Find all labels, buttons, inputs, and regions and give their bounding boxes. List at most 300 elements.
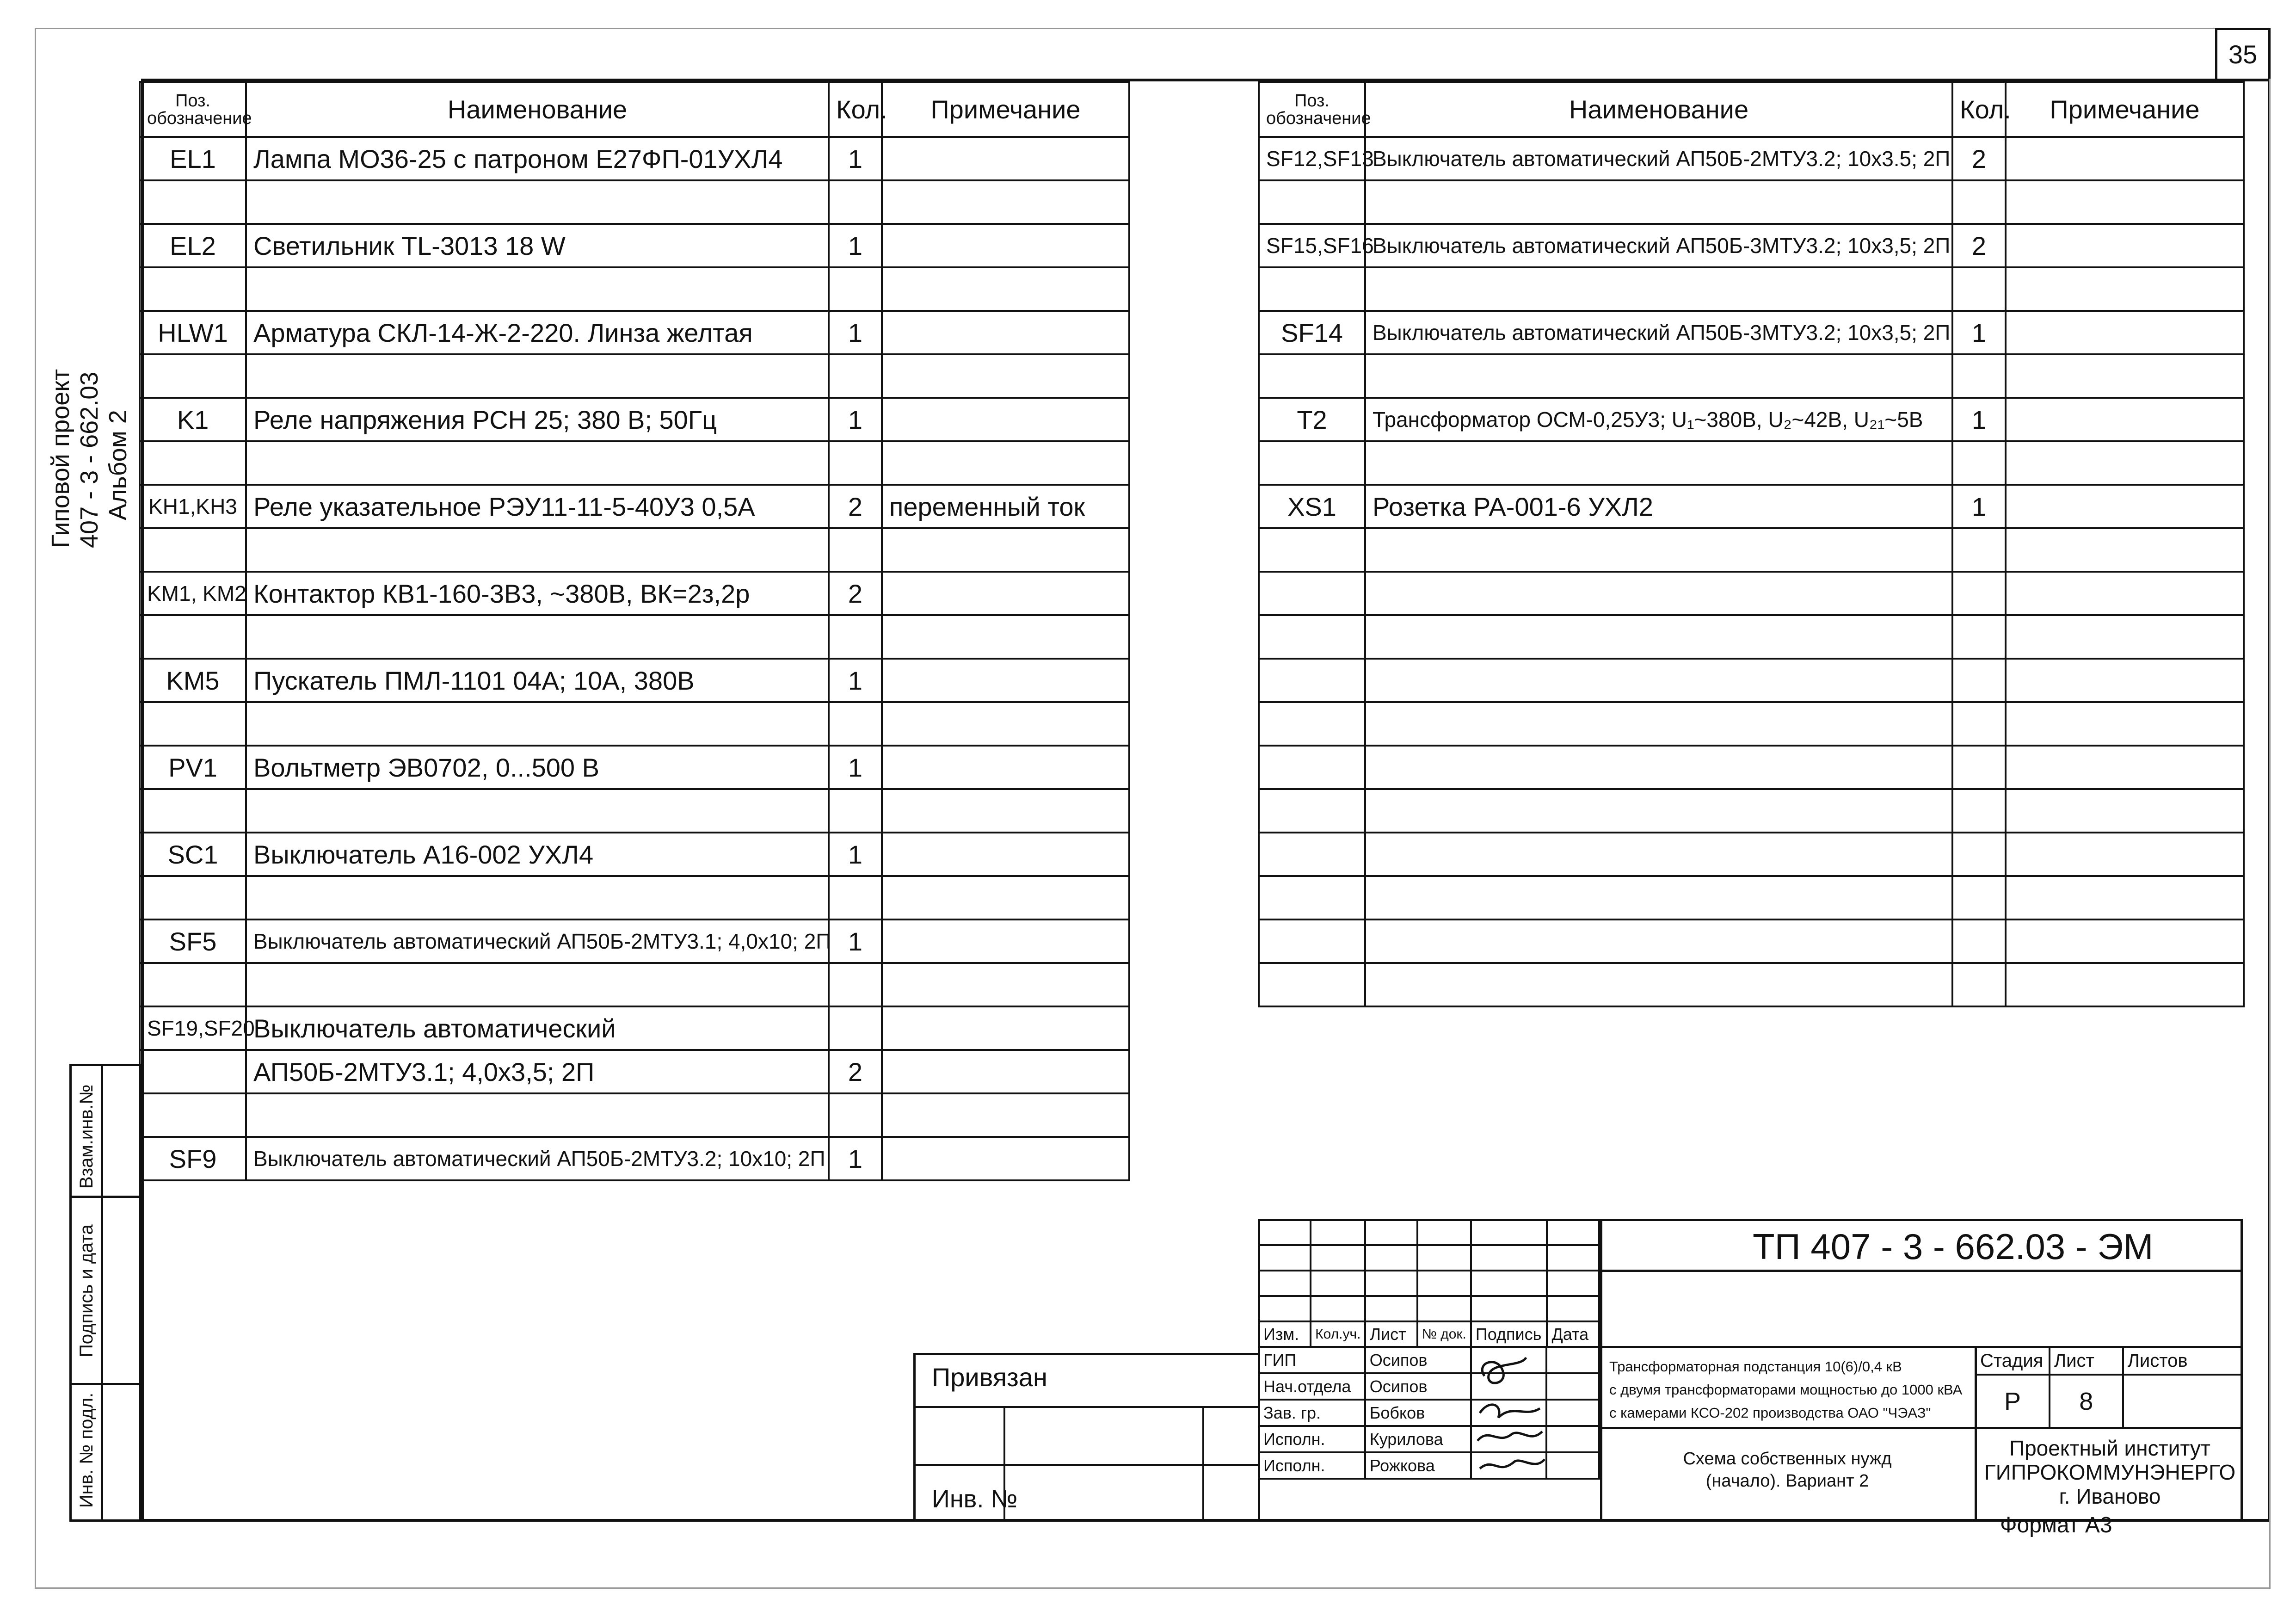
row-pos bbox=[1259, 180, 1365, 224]
header-pos-line2: обозначение bbox=[147, 108, 252, 128]
row-note bbox=[2006, 572, 2244, 615]
table-row bbox=[140, 833, 1129, 876]
row-qty bbox=[829, 1006, 882, 1050]
row-note bbox=[2006, 485, 2244, 528]
row-pos bbox=[1259, 746, 1365, 789]
row-note bbox=[882, 398, 1129, 441]
signature-mark bbox=[1480, 1459, 1545, 1469]
row-pos bbox=[140, 528, 246, 572]
left-spec-table bbox=[139, 81, 1130, 1181]
row-note bbox=[882, 1093, 1129, 1137]
revision-row bbox=[1259, 1220, 1599, 1245]
row-pos bbox=[1259, 833, 1365, 876]
table-row bbox=[140, 311, 1129, 354]
sheets-value bbox=[2123, 1375, 2242, 1428]
header-qty: Кол. bbox=[1952, 82, 2006, 137]
table-row bbox=[1259, 963, 2244, 1006]
side-title bbox=[46, 369, 132, 548]
row-qty: 1 bbox=[1952, 311, 2006, 354]
row-qty: 1 bbox=[829, 659, 882, 702]
org-line3: г. Иваново bbox=[2059, 1484, 2161, 1508]
role-title: ГИП bbox=[1259, 1347, 1365, 1373]
row-pos: KH1,KH3 bbox=[140, 485, 246, 528]
row-pos bbox=[1259, 267, 1365, 311]
sheet-number bbox=[2215, 28, 2271, 79]
row-pos bbox=[1259, 919, 1365, 963]
stage-label: Стадия bbox=[1976, 1347, 2050, 1375]
table-row bbox=[1259, 398, 2244, 441]
row-qty: 1 bbox=[829, 311, 882, 354]
col-data: Дата bbox=[1547, 1321, 1599, 1347]
row-note bbox=[2006, 354, 2244, 398]
table-row bbox=[1259, 702, 2244, 746]
row-pos bbox=[140, 876, 246, 919]
revision-grid bbox=[1258, 1219, 1600, 1348]
row-pos: SC1 bbox=[140, 833, 246, 876]
row-pos: PV1 bbox=[140, 746, 246, 789]
row-note bbox=[882, 789, 1129, 833]
row-qty: 1 bbox=[829, 919, 882, 963]
sheet-value: 8 bbox=[2050, 1375, 2123, 1428]
table-row bbox=[140, 224, 1129, 267]
row-note bbox=[882, 746, 1129, 789]
row-qty: 1 bbox=[829, 398, 882, 441]
row-name: Выключатель автоматический bbox=[246, 1006, 829, 1050]
table-row bbox=[1259, 485, 2244, 528]
code-line bbox=[1600, 1270, 2243, 1272]
table-row bbox=[1259, 528, 2244, 572]
header-pos bbox=[140, 82, 252, 137]
row-name bbox=[1365, 441, 1952, 485]
table-row bbox=[1259, 311, 2244, 354]
header-note: Примечание bbox=[2006, 82, 2244, 137]
row-note bbox=[882, 659, 1129, 702]
row-note bbox=[2006, 833, 2244, 876]
header-pos-line1: Поз. bbox=[1294, 91, 1330, 111]
role-person: Рожкова bbox=[1365, 1452, 1471, 1479]
table-row bbox=[1259, 180, 2244, 224]
code-line bbox=[1600, 1219, 1602, 1522]
row-name: Вольтметр ЭВ0702, 0...500 В bbox=[246, 746, 829, 789]
sheet-label: Лист bbox=[2050, 1347, 2123, 1375]
row-qty bbox=[829, 876, 882, 919]
org-line1: Проектный институт bbox=[2009, 1436, 2210, 1460]
row-pos: SF14 bbox=[1259, 311, 1365, 354]
row-qty bbox=[1952, 267, 2006, 311]
row-name bbox=[1365, 876, 1952, 919]
table-row bbox=[140, 919, 1129, 963]
row-pos bbox=[1259, 659, 1365, 702]
stage-table bbox=[1975, 1346, 2243, 1429]
row-name bbox=[1365, 659, 1952, 702]
row-qty: 1 bbox=[829, 833, 882, 876]
row-name bbox=[1365, 354, 1952, 398]
row-qty: 1 bbox=[829, 1137, 882, 1180]
row-name: Выключатель автоматический АП50Б-2МТУ3.1; 4,0x10; 2П bbox=[246, 919, 829, 963]
row-note bbox=[2006, 963, 2244, 1006]
row-name bbox=[246, 354, 829, 398]
role-date bbox=[1546, 1347, 1599, 1373]
table-row bbox=[140, 789, 1129, 833]
row-qty: 2 bbox=[1952, 137, 2006, 180]
row-qty bbox=[829, 702, 882, 746]
row-pos bbox=[1259, 789, 1365, 833]
row-name: Реле указательное РЭУ11-11-5-40У3 0,5А bbox=[246, 485, 829, 528]
binding-title: Привязан bbox=[932, 1363, 1047, 1392]
row-name: Выключатель автоматический АП50Б-2МТУ3.2; 10x10; 2П bbox=[246, 1137, 829, 1180]
header-pos bbox=[1259, 82, 1371, 137]
row-name bbox=[246, 1093, 829, 1137]
row-pos bbox=[1259, 702, 1365, 746]
row-note bbox=[882, 919, 1129, 963]
row-note bbox=[2006, 137, 2244, 180]
row-note bbox=[2006, 267, 2244, 311]
row-qty bbox=[1952, 746, 2006, 789]
row-note bbox=[882, 528, 1129, 572]
header-note: Примечание bbox=[882, 82, 1129, 137]
row-pos: KM1, KM2 bbox=[140, 572, 246, 615]
row-note bbox=[2006, 224, 2244, 267]
row-note bbox=[2006, 398, 2244, 441]
side-title-line3: Альбом 2 bbox=[104, 410, 132, 520]
table-row bbox=[140, 1093, 1129, 1137]
row-note bbox=[882, 224, 1129, 267]
row-note bbox=[882, 572, 1129, 615]
row-note bbox=[2006, 441, 2244, 485]
table-row bbox=[140, 659, 1129, 702]
table-row bbox=[1259, 267, 2244, 311]
row-qty: 1 bbox=[829, 746, 882, 789]
row-name bbox=[246, 963, 829, 1006]
table-row bbox=[1259, 137, 2244, 180]
row-note: переменный ток bbox=[882, 485, 1129, 528]
table-row bbox=[140, 180, 1129, 224]
row-pos: HLW1 bbox=[140, 311, 246, 354]
row-pos bbox=[140, 615, 246, 659]
side-title-line1: Гиповой проект bbox=[47, 369, 74, 548]
table-row bbox=[140, 398, 1129, 441]
row-qty bbox=[1952, 659, 2006, 702]
row-name: Лампа МО36-25 с патроном Е27ФП-01УХЛ4 bbox=[246, 137, 829, 180]
row-name bbox=[246, 267, 829, 311]
col-koluch: Кол.уч. bbox=[1311, 1321, 1365, 1347]
row-pos: EL2 bbox=[140, 224, 246, 267]
header-name: Наименование bbox=[246, 82, 829, 137]
row-name: Выключатель автоматический АП50Б-2МТУ3.2; 10x3.5; 2П bbox=[1365, 137, 1952, 180]
table-row bbox=[1259, 572, 2244, 615]
org-line2: ГИПРОКОММУНЭНЕРГО bbox=[1984, 1460, 2236, 1484]
stage-header-row bbox=[1976, 1347, 2242, 1375]
row-pos bbox=[140, 1050, 246, 1093]
row-pos: EL1 bbox=[140, 137, 246, 180]
header-qty: Кол. bbox=[829, 82, 882, 137]
table-row bbox=[1259, 876, 2244, 919]
row-name: Арматура СКЛ-14-Ж-2-220. Линза желтая bbox=[246, 311, 829, 354]
row-note bbox=[2006, 180, 2244, 224]
row-note bbox=[882, 180, 1129, 224]
row-name bbox=[246, 615, 829, 659]
binding-row-line bbox=[913, 1464, 1260, 1466]
row-pos bbox=[140, 180, 246, 224]
table-row bbox=[140, 615, 1129, 659]
role-date bbox=[1546, 1426, 1599, 1452]
row-qty bbox=[829, 1093, 882, 1137]
row-qty: 1 bbox=[829, 224, 882, 267]
table-row bbox=[1259, 789, 2244, 833]
row-name bbox=[1365, 572, 1952, 615]
row-qty: 2 bbox=[829, 485, 882, 528]
row-name: Выключатель А16-002 УХЛ4 bbox=[246, 833, 829, 876]
table-row bbox=[140, 441, 1129, 485]
row-pos bbox=[1259, 572, 1365, 615]
row-qty bbox=[1952, 702, 2006, 746]
table-row bbox=[1259, 833, 2244, 876]
row-note bbox=[882, 702, 1129, 746]
revision-row bbox=[1259, 1296, 1599, 1321]
row-qty bbox=[829, 615, 882, 659]
role-date bbox=[1546, 1400, 1599, 1426]
binding-inv-label: Инв. № bbox=[932, 1485, 1018, 1513]
row-pos: SF15,SF16 bbox=[1259, 224, 1365, 267]
binding-row-line bbox=[913, 1406, 1260, 1408]
table-row bbox=[1259, 354, 2244, 398]
row-note bbox=[2006, 659, 2244, 702]
col-list: Лист bbox=[1365, 1321, 1417, 1347]
row-qty bbox=[1952, 354, 2006, 398]
row-note bbox=[2006, 702, 2244, 746]
inv-orig-label: Инв. № подл. bbox=[76, 1392, 97, 1508]
header-pos-line2: обозначение bbox=[1266, 108, 1371, 128]
role-title: Зав. гр. bbox=[1259, 1400, 1365, 1426]
right-table-header bbox=[1259, 82, 2244, 137]
row-name bbox=[246, 876, 829, 919]
table-row bbox=[1259, 441, 2244, 485]
row-pos: SF19,SF20 bbox=[140, 1006, 246, 1050]
row-name bbox=[246, 702, 829, 746]
table-row bbox=[140, 1137, 1129, 1180]
row-pos bbox=[1259, 963, 1365, 1006]
table-row bbox=[140, 1050, 1129, 1093]
role-person: Курилова bbox=[1365, 1426, 1471, 1452]
role-title: Исполн. bbox=[1259, 1452, 1365, 1479]
row-qty: 2 bbox=[1952, 224, 2006, 267]
sheet-title bbox=[1605, 1448, 1970, 1492]
row-note bbox=[882, 137, 1129, 180]
row-pos bbox=[1259, 441, 1365, 485]
row-pos: SF12,SF13 bbox=[1259, 137, 1365, 180]
row-qty: 1 bbox=[829, 137, 882, 180]
row-qty bbox=[829, 789, 882, 833]
right-spec-table bbox=[1258, 81, 2245, 1007]
row-note bbox=[882, 441, 1129, 485]
row-qty bbox=[1952, 572, 2006, 615]
row-qty bbox=[1952, 789, 2006, 833]
role-date bbox=[1546, 1452, 1599, 1479]
table-row bbox=[1259, 746, 2244, 789]
stage-value-row bbox=[1976, 1375, 2242, 1428]
revision-row bbox=[1259, 1245, 1599, 1271]
row-pos bbox=[1259, 615, 1365, 659]
row-name bbox=[246, 528, 829, 572]
row-name: Выключатель автоматический АП50Б-3МТУ3.2; 10x3,5; 2П bbox=[1365, 311, 1952, 354]
row-pos bbox=[140, 789, 246, 833]
row-qty bbox=[829, 441, 882, 485]
left-table-header bbox=[140, 82, 1129, 137]
row-qty bbox=[1952, 528, 2006, 572]
row-qty bbox=[829, 180, 882, 224]
row-name bbox=[1365, 180, 1952, 224]
table-row bbox=[1259, 659, 2244, 702]
row-name bbox=[1365, 963, 1952, 1006]
row-note bbox=[882, 963, 1129, 1006]
row-name: Реле напряжения РСН 25; 380 В; 50Гц bbox=[246, 398, 829, 441]
table-row bbox=[140, 485, 1129, 528]
row-name bbox=[1365, 528, 1952, 572]
signatures bbox=[1471, 1353, 1554, 1487]
paper-format: Формат А3 bbox=[2000, 1513, 2112, 1537]
table-row bbox=[140, 746, 1129, 789]
row-pos bbox=[1259, 354, 1365, 398]
table-row bbox=[140, 137, 1129, 180]
sheet-number-text: 35 bbox=[2228, 40, 2258, 69]
row-name: Выключатель автоматический АП50Б-3МТУ3.2; 10x3,5; 2П bbox=[1365, 224, 1952, 267]
row-pos bbox=[140, 963, 246, 1006]
revision-header-row bbox=[1259, 1321, 1599, 1347]
sheets-label: Листов bbox=[2123, 1347, 2242, 1375]
row-qty bbox=[1952, 180, 2006, 224]
row-name bbox=[1365, 746, 1952, 789]
role-person: Осипов bbox=[1365, 1347, 1471, 1373]
object-line2: с двумя трансформаторами мощностью до 1000 кВА bbox=[1609, 1382, 1963, 1398]
row-note bbox=[882, 354, 1129, 398]
row-name: Трансформатор ОСМ-0,25У3; U₁~380В, U₂~42В, U₂₁~5В bbox=[1365, 398, 1952, 441]
row-name bbox=[1365, 702, 1952, 746]
row-pos: XS1 bbox=[1259, 485, 1365, 528]
col-izm: Изм. bbox=[1259, 1321, 1311, 1347]
row-qty bbox=[829, 528, 882, 572]
row-note bbox=[2006, 746, 2244, 789]
row-pos bbox=[140, 354, 246, 398]
side-title-line2: 407 - 3 - 662.03 bbox=[75, 371, 103, 548]
row-qty bbox=[1952, 441, 2006, 485]
row-name: Пускатель ПМЛ-1101 04А; 10А, 380В bbox=[246, 659, 829, 702]
side-strip-divider bbox=[101, 1064, 103, 1522]
row-name bbox=[246, 789, 829, 833]
stage-value: Р bbox=[1976, 1375, 2050, 1428]
organization bbox=[1977, 1436, 2243, 1508]
object-line3: с камерами КСО-202 производства ОАО "ЧЭАЗ" bbox=[1609, 1405, 1931, 1421]
row-qty bbox=[829, 354, 882, 398]
row-qty: 1 bbox=[1952, 485, 2006, 528]
row-name: Светильник TL-3013 18 W bbox=[246, 224, 829, 267]
row-qty bbox=[1952, 919, 2006, 963]
sheet-title-line2: (начало). Вариант 2 bbox=[1705, 1471, 1869, 1491]
role-title: Исполн. bbox=[1259, 1426, 1365, 1452]
binding-col-line bbox=[1202, 1406, 1204, 1522]
signature-mark bbox=[1482, 1358, 1526, 1383]
sheet-title-line1: Схема собственных нужд bbox=[1683, 1449, 1892, 1469]
signature-mark bbox=[1477, 1432, 1542, 1441]
row-name: Розетка РА-001-6 УХЛ2 bbox=[1365, 485, 1952, 528]
col-ndok: № док. bbox=[1417, 1321, 1471, 1347]
role-title: Нач.отдела bbox=[1259, 1373, 1365, 1400]
row-name bbox=[1365, 833, 1952, 876]
table-row bbox=[140, 267, 1129, 311]
signature-mark bbox=[1480, 1405, 1540, 1418]
table-row bbox=[140, 354, 1129, 398]
row-pos: SF5 bbox=[140, 919, 246, 963]
role-date bbox=[1546, 1373, 1599, 1400]
row-pos: SF9 bbox=[140, 1137, 246, 1180]
row-qty bbox=[1952, 833, 2006, 876]
table-row bbox=[1259, 615, 2244, 659]
row-note bbox=[882, 267, 1129, 311]
table-row bbox=[140, 1006, 1129, 1050]
row-qty bbox=[1952, 876, 2006, 919]
row-pos bbox=[1259, 876, 1365, 919]
row-note bbox=[882, 876, 1129, 919]
row-pos bbox=[1259, 528, 1365, 572]
row-note bbox=[882, 1050, 1129, 1093]
row-name bbox=[1365, 789, 1952, 833]
row-qty: 1 bbox=[1952, 398, 2006, 441]
row-pos: K1 bbox=[140, 398, 246, 441]
object-description bbox=[1609, 1355, 1962, 1425]
row-note bbox=[2006, 789, 2244, 833]
row-name: Контактор КВ1-160-3В3, ~380В, ВК=2з,2р bbox=[246, 572, 829, 615]
row-pos: KM5 bbox=[140, 659, 246, 702]
row-qty bbox=[829, 267, 882, 311]
header-pos-line1: Поз. bbox=[175, 91, 210, 111]
row-note bbox=[882, 615, 1129, 659]
table-row bbox=[140, 963, 1129, 1006]
row-note bbox=[2006, 311, 2244, 354]
row-name bbox=[1365, 615, 1952, 659]
row-qty bbox=[1952, 615, 2006, 659]
table-row bbox=[140, 702, 1129, 746]
row-pos bbox=[140, 441, 246, 485]
row-pos: T2 bbox=[1259, 398, 1365, 441]
row-note bbox=[2006, 528, 2244, 572]
table-row bbox=[140, 528, 1129, 572]
object-line1: Трансформаторная подстанция 10(6)/0,4 кВ bbox=[1609, 1358, 1902, 1375]
row-name bbox=[246, 441, 829, 485]
row-pos bbox=[140, 267, 246, 311]
row-name bbox=[1365, 267, 1952, 311]
col-podpis: Подпись bbox=[1471, 1321, 1547, 1347]
row-note bbox=[2006, 876, 2244, 919]
role-person: Бобков bbox=[1365, 1400, 1471, 1426]
revision-row bbox=[1259, 1271, 1599, 1296]
row-name bbox=[1365, 919, 1952, 963]
row-qty bbox=[829, 963, 882, 1006]
row-note bbox=[882, 1137, 1129, 1180]
row-qty: 2 bbox=[829, 1050, 882, 1093]
row-note bbox=[2006, 615, 2244, 659]
header-name: Наименование bbox=[1365, 82, 1952, 137]
swap-inv-label: Взам.инв.№ bbox=[76, 1084, 97, 1189]
table-row bbox=[140, 572, 1129, 615]
row-pos bbox=[140, 1093, 246, 1137]
row-note bbox=[2006, 919, 2244, 963]
row-pos bbox=[140, 702, 246, 746]
table-row bbox=[1259, 919, 2244, 963]
row-qty: 2 bbox=[829, 572, 882, 615]
row-note bbox=[882, 311, 1129, 354]
table-row bbox=[1259, 224, 2244, 267]
table-row bbox=[140, 876, 1129, 919]
role-person: Осипов bbox=[1365, 1373, 1471, 1400]
